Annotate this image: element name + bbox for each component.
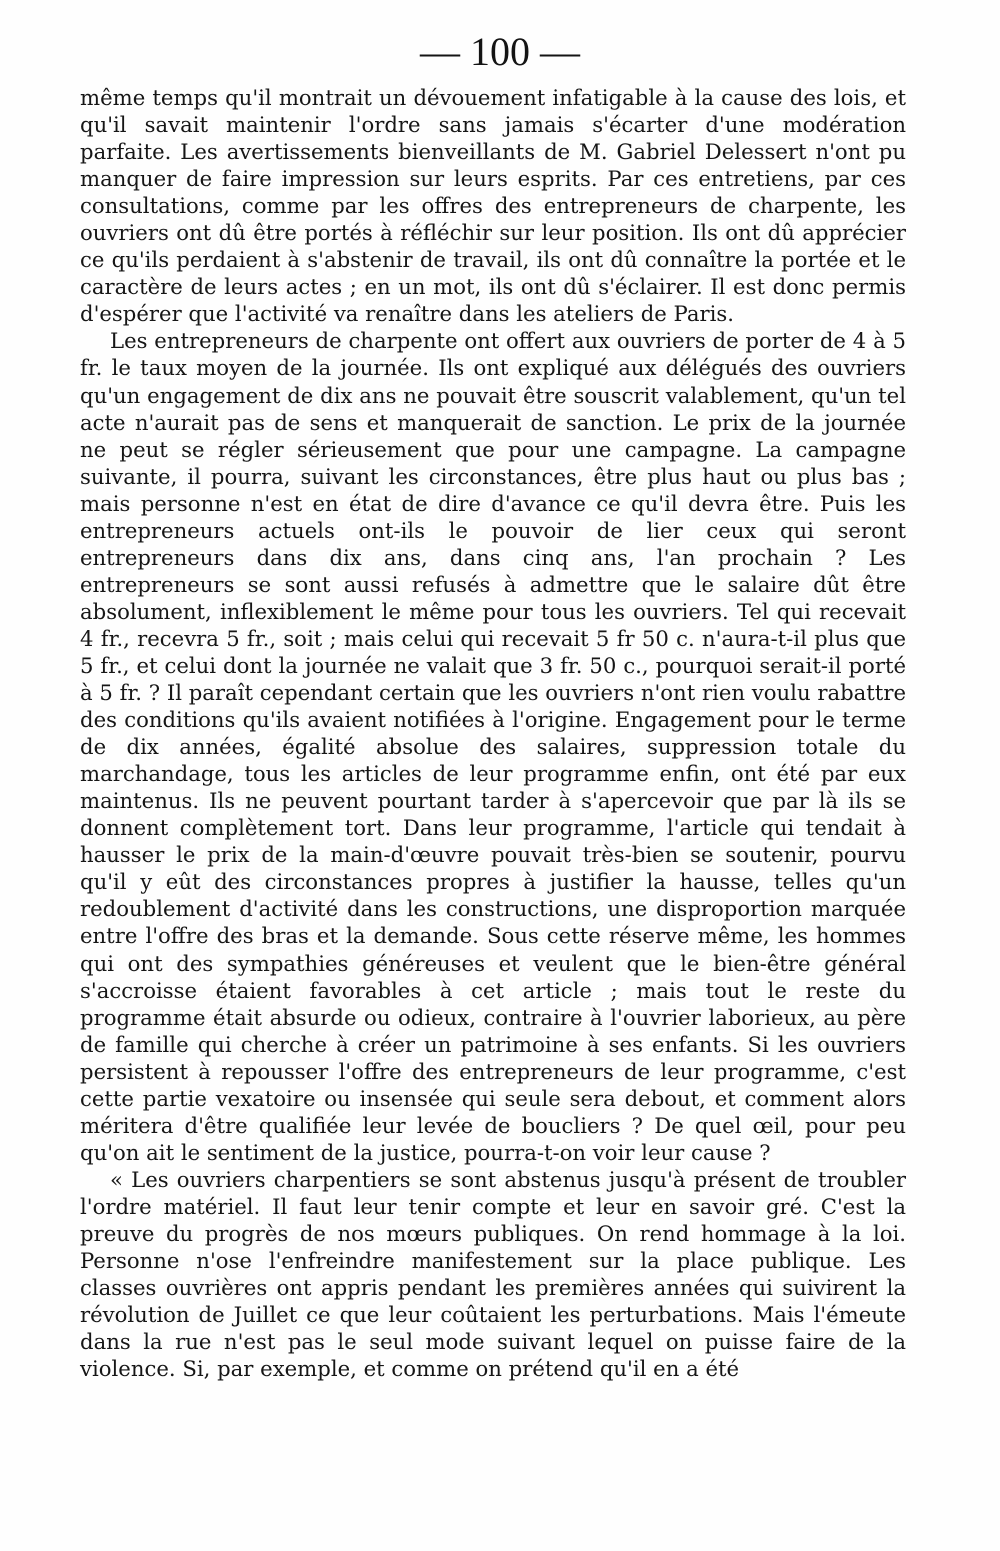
paragraph-quotation: « Les ouvriers charpentiers se sont abstenus jusqu'à présent de troubler l'ordre matériel. Il faut leur tenir compte et leur en savoir gré. C'est la preuve du progrès de nos mœurs publiques. On rend hommage à la loi. Personne n'ose l'enfreindre manifestement sur la place publique. Les classes ouvrières ont appris pendant les premières années qui suivirent la révolution de Juillet ce que leur coûtaient les perturbations. Mais l'émeute dans la rue n'est pas le seul mode suivant lequel on puisse faire de la violence. Si, par exemple, et comme on prétend qu'il en a été <box>80 1166 906 1382</box>
paragraph-entrepreneurs-offer: Les entrepreneurs de charpente ont offert aux ouvriers de porter de 4 à 5 fr. le taux moyen de la journée. Ils ont expliqué aux délégués des ouvriers qu'un engagement de dix ans ne pouvait être souscrit valablement, qu'un tel acte n'aurait pas de sens et manquerait de sanction. Le prix de la journée ne peut se régler sérieusement que pour une campagne. La campagne suivante, il pourra, suivant les circonstances, être plus haut ou plus bas ; mais personne n'est en état de dire d'avance ce qu'il devra être. Puis les entrepreneurs actuels ont-ils le pouvoir de lier ceux qui seront entrepreneurs dans dix ans, dans cinq ans, l'an prochain ? Les entrepreneurs se sont aussi refusés à admettre que le salaire dût être absolument, inflexiblement le même pour tous les ouvriers. Tel qui recevait 4 fr., recevra 5 fr., soit ; mais celui qui recevait 5 fr 50 c. n'aura-t-il plus que 5 fr., et celui dont la journée ne valait que 3 fr. 50 c., pourquoi serait-il porté à 5 fr. ? Il paraît cependant certain que les ouvriers n'ont rien voulu rabattre des conditions qu'ils avaient notifiées à l'origine. Engagement pour le terme de dix années, égalité absolue des salaires, suppression totale du marchandage, tous les articles de leur programme enfin, ont été par eux maintenus. Ils ne peuvent pourtant tarder à s'apercevoir que par là ils se donnent complètement tort. Dans leur programme, l'article qui tendait à hausser le prix de la main-d'œuvre pouvait très-bien se soutenir, pourvu qu'il y eût des circonstances propres à justifier la hausse, telles qu'un redoublement d'activité dans les constructions, une disproportion marquée entre l'offre des bras et la demande. Sous cette réserve même, les hommes qui ont des sympathies généreuses et veulent que le bien-être général s'accroisse étaient favorables à cet article ; mais tout le reste du programme était absurde ou odieux, contraire à l'ouvrier laborieux, au père de famille qui cherche à créer un patrimoine à ses enfants. Si les ouvriers persistent à repousser l'offre des entrepreneurs de leur programme, c'est cette partie vexatoire ou insensée qui seule sera debout, et comment alors méritera d'être qualifiée leur levée de boucliers ? De quel œil, pour peu qu'on ait le sentiment de la justice, pourra-t-on voir leur cause ? <box>80 328 906 1165</box>
body-text <box>80 84 906 1382</box>
paragraph-continued: même temps qu'il montrait un dévouement infatigable à la cause des lois, et qu'il savait maintenir l'ordre sans jamais s'écarter d'une modération parfaite. Les avertissements bienveillants de M. Gabriel Delessert n'ont pu manquer de faire impression sur leurs esprits. Par ces entretiens, par ces consultations, comme par les offres des entrepreneurs de charpente, les ouvriers ont dû être portés à réfléchir sur leur position. Ils ont dû apprécier ce qu'ils perdaient à s'abstenir de travail, ils ont dû connaître la portée et le caractère de leurs actes ; en un mot, ils ont dû s'éclairer. Il est donc permis d'espérer que l'activité va renaître dans les ateliers de Paris. <box>80 85 906 327</box>
page-number: — 100 — <box>420 29 580 74</box>
